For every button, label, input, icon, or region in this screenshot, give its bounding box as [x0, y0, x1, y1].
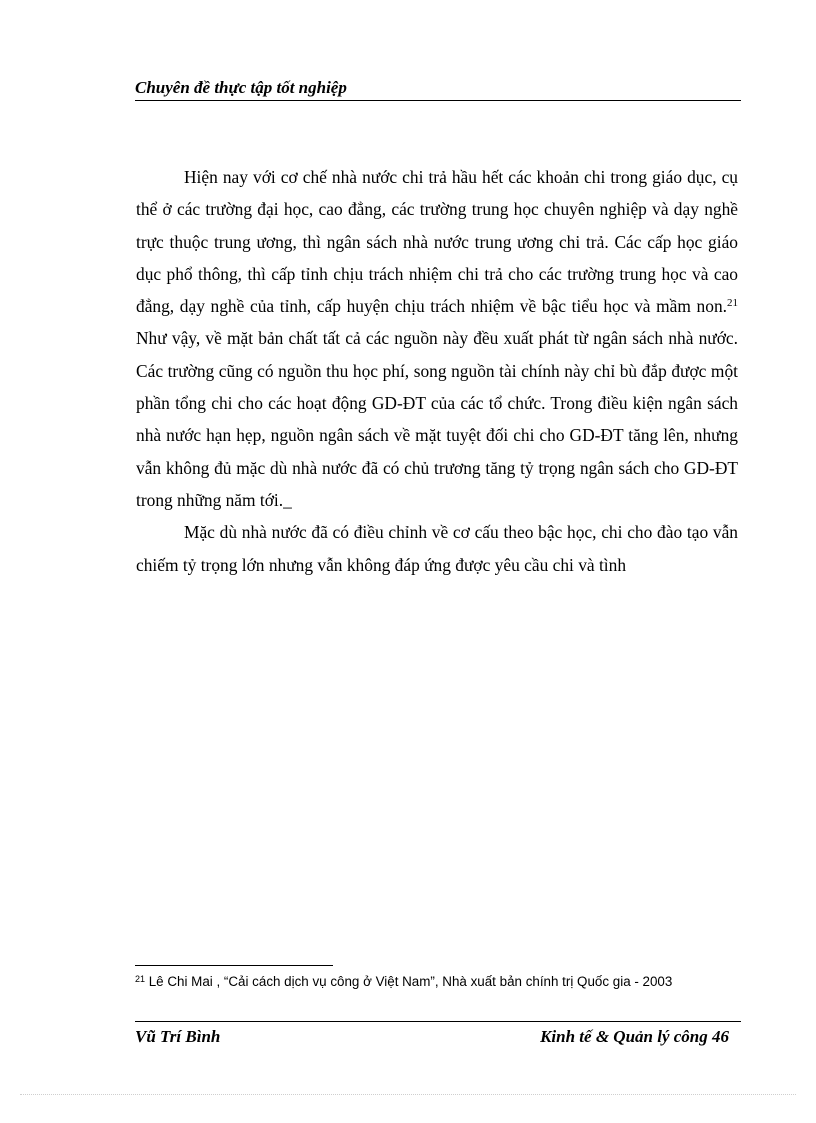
- paragraph-1: [136, 161, 738, 516]
- footnote-text: Lê Chi Mai , “Cải cách dịch vụ công ở Việt Nam”, Nhà xuất bản chính trị Quốc gia - 2003: [145, 974, 673, 989]
- page-bottom-edge: [20, 1094, 796, 1095]
- page-footer: [135, 1021, 741, 1052]
- header-title: Chuyên đề thực tập tốt nghiệp: [135, 78, 347, 97]
- body-text: [136, 161, 738, 581]
- footnote-reference[interactable]: 21: [727, 297, 738, 310]
- footer-author: Vũ Trí Bình: [135, 1027, 221, 1046]
- footnote-separator: [135, 965, 333, 966]
- paragraph-1-part-2: Như vậy, về mặt bản chất tất cả các nguồn này đều xuất phát từ ngân sách nhà nước. Các trường cũng có nguồn thu học phí, song nguồn tài chính này chỉ bù đắp được một phần tổng chi cho các hoạt động GD-ĐT của các tổ chức. Trong điều kiện ngân sách nhà nước hạn hẹp, nguồn ngân sách về mặt tuyệt đối chi cho GD-ĐT tăng lên, nhưng vẫn không đủ mặc dù nhà nước đã có chủ trương tăng tỷ trọng ngân sách cho GD-ĐT trong những năm tới._: [136, 328, 738, 510]
- footer-department-page: Kinh tế & Quản lý công 46: [540, 1027, 729, 1046]
- footnote-number: 21: [135, 974, 146, 984]
- paragraph-2: Mặc dù nhà nước đã có điều chỉnh về cơ cấu theo bậc học, chi cho đào tạo vẫn chiếm tỷ trọng lớn nhưng vẫn không đáp ứng được yêu cầu chi và tình: [136, 522, 738, 575]
- paragraph-1-part-1: Hiện nay với cơ chế nhà nước chi trả hầu hết các khoản chi trong giáo dục, cụ thể ở các trường đại học, cao đẳng, các trường trung học chuyên nghiệp và dạy nghề trực thuộc trung ương, thì ngân sách nhà nước trung ương chi trả. Các cấp học giáo dục phổ thông, thì cấp tỉnh chịu trách nhiệm chi trả cho các trường trung học và cao đẳng, dạy nghề của tỉnh, cấp huyện chịu trách nhiệm về bậc tiểu học và mầm non.: [136, 167, 738, 317]
- footnote: [135, 972, 725, 991]
- page-header: [135, 76, 741, 101]
